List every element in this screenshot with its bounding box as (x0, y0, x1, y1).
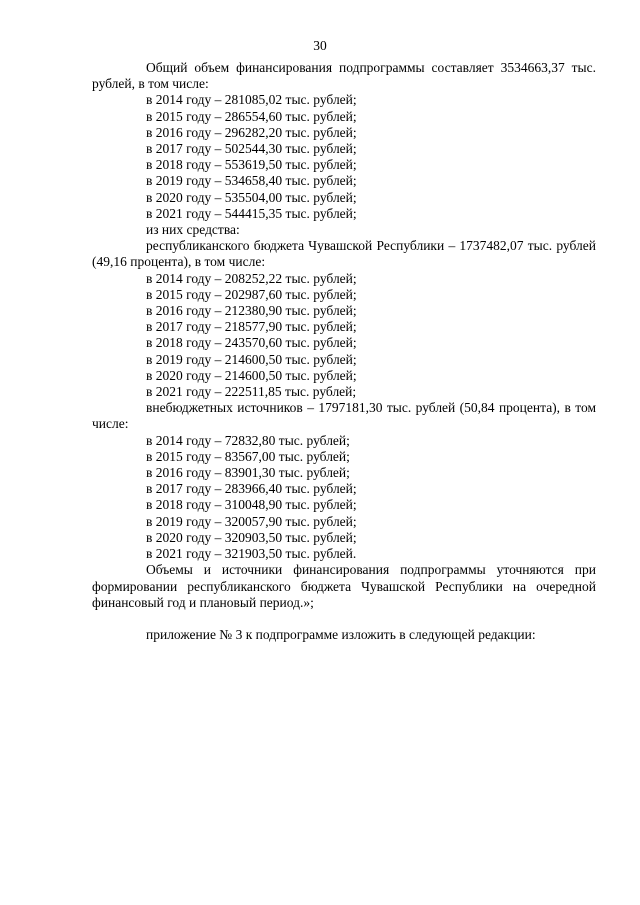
republican-year-line: в 2015 году – 202987,60 тыс. рублей; (146, 286, 357, 302)
total-year-line: в 2019 году – 534658,40 тыс. рублей; (146, 173, 357, 189)
extrabudgetary-yearly-list (92, 433, 596, 563)
republican-year-line: в 2016 году – 212380,90 тыс. рублей; (146, 303, 357, 319)
clarification-paragraph: Объемы и источники финансирования подпрограммы уточняются при формировании республиканского бюджета Чувашской Республики на очередной финансовый год и плановый период.»; (92, 562, 596, 610)
extrabudgetary-year-line: в 2015 году – 83567,00 тыс. рублей; (146, 448, 350, 464)
republican-year-line: в 2021 году – 222511,85 тыс. рублей; (146, 384, 357, 400)
republican-year-line: в 2020 году – 214600,50 тыс. рублей; (146, 367, 357, 383)
total-financing-paragraph: Общий объем финансирования подпрограммы составляет 3534663,37 тыс. рублей, в том числе: (92, 60, 596, 92)
total-year-line: в 2015 году – 286554,60 тыс. рублей; (146, 108, 357, 124)
republican-budget-paragraph: республиканского бюджета Чувашской Республики – 1737482,07 тыс. рублей (49,16 процента), в том числе: (92, 238, 596, 270)
extrabudgetary-year-line: в 2020 году – 320903,50 тыс. рублей; (146, 529, 357, 545)
document-body (92, 60, 596, 643)
total-year-line: в 2020 году – 535504,00 тыс. рублей; (146, 189, 357, 205)
total-year-line: в 2016 году – 296282,20 тыс. рублей; (146, 124, 357, 140)
extrabudgetary-year-line: в 2021 году – 321903,50 тыс. рублей. (146, 546, 357, 562)
page-number: 30 (313, 38, 327, 53)
republican-yearly-list (92, 271, 596, 401)
total-year-line: в 2018 году – 553619,50 тыс. рублей; (146, 157, 357, 173)
republican-year-line: в 2014 году – 208252,22 тыс. рублей; (146, 270, 357, 286)
total-yearly-list (92, 92, 596, 222)
extrabudgetary-year-line: в 2014 году – 72832,80 тыс. рублей; (146, 432, 350, 448)
total-year-line: в 2017 году – 502544,30 тыс. рублей; (146, 141, 357, 157)
extrabudgetary-year-line: в 2018 году – 310048,90 тыс. рублей; (146, 497, 357, 513)
total-year-line: в 2014 году – 281085,02 тыс. рублей; (146, 92, 357, 108)
paragraph-gap (92, 611, 596, 627)
of-which-line: из них средства: (146, 222, 240, 238)
extrabudgetary-year-line: в 2017 году – 283966,40 тыс. рублей; (146, 481, 357, 497)
extrabudgetary-year-line: в 2019 году – 320057,90 тыс. рублей; (146, 513, 357, 529)
republican-year-line: в 2017 году – 218577,90 тыс. рублей; (146, 319, 357, 335)
extrabudgetary-year-line: в 2016 году – 83901,30 тыс. рублей; (146, 465, 350, 481)
extrabudgetary-paragraph: внебюджетных источников – 1797181,30 тыс. рублей (50,84 процента), в том числе: (92, 400, 596, 432)
republican-year-line: в 2018 году – 243570,60 тыс. рублей; (146, 335, 357, 351)
total-year-line: в 2021 году – 544415,35 тыс. рублей; (146, 205, 357, 221)
republican-year-line: в 2019 году – 214600,50 тыс. рублей; (146, 351, 357, 367)
appendix-instruction-paragraph: приложение № 3 к подпрограмме изложить в следующей редакции: (146, 626, 536, 642)
